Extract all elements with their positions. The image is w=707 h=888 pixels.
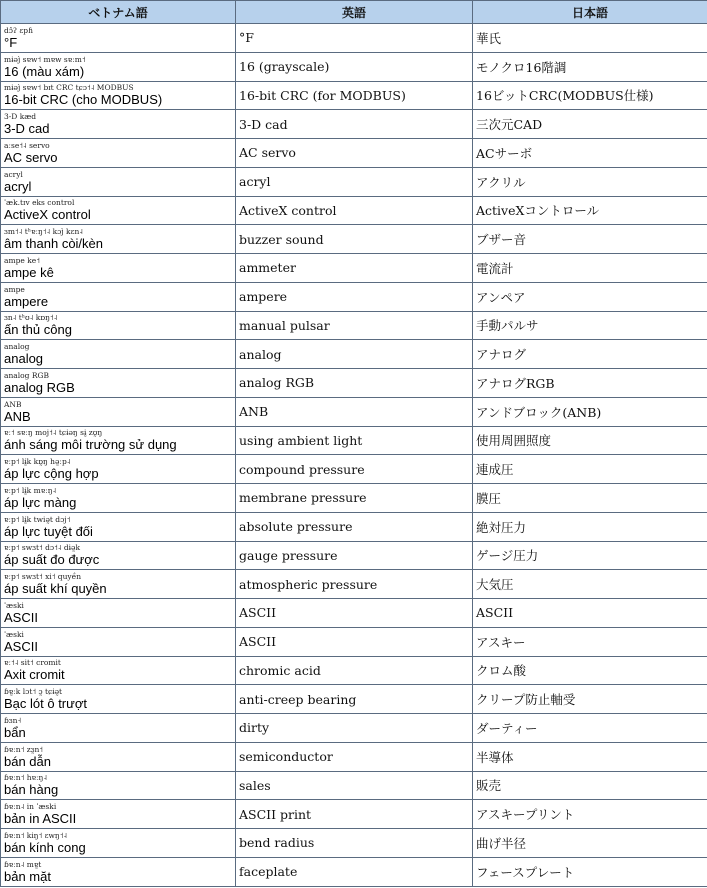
vietnamese-term: bán dẫn (4, 753, 51, 769)
table-row (1, 282, 707, 311)
vietnamese-term: acryl (4, 178, 32, 194)
english-term: ASCII (236, 599, 473, 628)
header-row (1, 1, 707, 24)
vietnamese-term: ActiveX control (4, 207, 91, 223)
table-row (1, 541, 707, 570)
vietnamese-cell (1, 512, 236, 541)
vietnamese-cell (1, 857, 236, 886)
vietnamese-term: ampe kê (4, 264, 54, 280)
vietnamese-cell (1, 81, 236, 110)
english-term: °F (236, 24, 473, 53)
japanese-term: 電流計 (473, 254, 707, 283)
english-term: acryl (236, 167, 473, 196)
english-term: sales (236, 771, 473, 800)
table-row (1, 52, 707, 81)
vietnamese-cell (1, 656, 236, 685)
table-row (1, 800, 707, 829)
table-row (1, 742, 707, 771)
vietnamese-term: áp lực màng (4, 494, 77, 510)
pronunciation: mɨəj̀ sɐw˦ mɐw sɐːm˦ (4, 54, 86, 64)
english-term: anti-creep bearing (236, 685, 473, 714)
english-term: AC servo (236, 139, 473, 168)
japanese-term: 使用周囲照度 (473, 426, 707, 455)
english-term: absolute pressure (236, 512, 473, 541)
vietnamese-term: 16-bit CRC (cho MODBUS) (4, 92, 163, 108)
japanese-term: アンドブロック(ANB) (473, 397, 707, 426)
japanese-term: アナログ (473, 340, 707, 369)
japanese-term: フェースプレート (473, 857, 707, 886)
table-row (1, 225, 707, 254)
japanese-term: 連成圧 (473, 455, 707, 484)
table-row (1, 340, 707, 369)
vietnamese-term: bẩn (4, 724, 26, 740)
english-term: gauge pressure (236, 541, 473, 570)
vietnamese-cell (1, 24, 236, 53)
pronunciation: ɐː˦˨ sit˦ cromit (4, 658, 61, 668)
japanese-term: 販売 (473, 771, 707, 800)
vietnamese-term: analog RGB (4, 379, 75, 395)
english-term: atmospheric pressure (236, 570, 473, 599)
vietnamese-cell (1, 282, 236, 311)
vietnamese-term: âm thanh còi/kèn (4, 236, 104, 252)
vietnamese-term: bản in ASCII (4, 811, 77, 827)
vietnamese-term: áp lực cộng hợp (4, 466, 99, 482)
pronunciation: analog (4, 342, 30, 352)
english-term: bend radius (236, 829, 473, 858)
vietnamese-term: áp suất đo được (4, 552, 100, 568)
english-term: semiconductor (236, 742, 473, 771)
english-term: dirty (236, 714, 473, 743)
table-row (1, 369, 707, 398)
pronunciation: dɔ̂ʔ ɛpɦ (4, 25, 33, 35)
japanese-term: 絶対圧力 (473, 512, 707, 541)
english-term: 16 (grayscale) (236, 52, 473, 81)
pronunciation: ɐː˦ sɐːŋ moj˦˨ tɕɨəŋ sɨ̰ zʊ̰ŋ (4, 428, 103, 438)
vietnamese-term: Bạc lót ô trượt (4, 696, 87, 712)
vietnamese-cell (1, 139, 236, 168)
pronunciation: acryl (4, 169, 23, 179)
table-row (1, 254, 707, 283)
vietnamese-cell (1, 52, 236, 81)
vietnamese-cell (1, 196, 236, 225)
vietnamese-cell (1, 714, 236, 743)
table-row (1, 196, 707, 225)
english-term: chromic acid (236, 656, 473, 685)
japanese-term: アクリル (473, 167, 707, 196)
vietnamese-cell (1, 484, 236, 513)
header-japanese: 日本語 (473, 1, 707, 24)
table-row (1, 771, 707, 800)
table-row (1, 512, 707, 541)
english-term: ANB (236, 397, 473, 426)
vietnamese-term: °F (4, 34, 18, 50)
table-row (1, 167, 707, 196)
vietnamese-cell (1, 829, 236, 858)
vietnamese-cell (1, 426, 236, 455)
pronunciation: ɐːp˦ lɨ̰k mɐːŋ˨ (4, 485, 57, 495)
vietnamese-term: ampere (4, 293, 49, 309)
vietnamese-cell (1, 254, 236, 283)
japanese-term: アスキー (473, 627, 707, 656)
vietnamese-term: analog (4, 351, 44, 367)
header-vietnamese: ベトナム語 (1, 1, 236, 24)
table-row (1, 685, 707, 714)
table-row (1, 570, 707, 599)
pronunciation: 3-D kæd (4, 112, 37, 122)
english-term: 16-bit CRC (for MODBUS) (236, 81, 473, 110)
english-term: compound pressure (236, 455, 473, 484)
table-row (1, 81, 707, 110)
pronunciation: ɓɐ̰ːk lɔt˦ ɔ̰ tɕɨə̰t (4, 687, 63, 697)
vietnamese-term: 16 (màu xám) (4, 63, 85, 79)
vietnamese-term: ấn thủ công (4, 322, 72, 338)
japanese-term: アンペア (473, 282, 707, 311)
vietnamese-term: Axit cromit (4, 667, 65, 683)
vietnamese-cell (1, 340, 236, 369)
vietnamese-cell (1, 311, 236, 340)
pronunciation: ɓɐːn˦ hɐːŋ˨ (4, 773, 48, 783)
english-term: ASCII print (236, 800, 473, 829)
pronunciation: ɐːp˦ swɜt˦ xi˦ quyền (4, 572, 82, 582)
vietnamese-term: ANB (4, 408, 31, 424)
vietnamese-term: AC servo (4, 149, 58, 165)
table-row (1, 599, 707, 628)
pronunciation: ɐːp˦ lɨ̰k twiə̰t dɔj˦ (4, 514, 71, 524)
table-row (1, 484, 707, 513)
english-term: membrane pressure (236, 484, 473, 513)
english-term: buzzer sound (236, 225, 473, 254)
table-row (1, 857, 707, 886)
japanese-term: 半導体 (473, 742, 707, 771)
table-row (1, 829, 707, 858)
pronunciation: ɜn˨ tʰʊ˨ kɒŋ˦˨ (4, 313, 58, 323)
vietnamese-cell (1, 570, 236, 599)
pronunciation: ampe (4, 284, 25, 294)
japanese-term: モノクロ16階調 (473, 52, 707, 81)
vietnamese-term: ánh sáng môi trường sử dụng (4, 437, 177, 453)
english-term: 3-D cad (236, 110, 473, 139)
pronunciation: ANB (4, 399, 22, 409)
table-row (1, 455, 707, 484)
japanese-term: ゲージ圧力 (473, 541, 707, 570)
english-term: ActiveX control (236, 196, 473, 225)
pronunciation: ˈæski (4, 600, 24, 610)
table-row (1, 426, 707, 455)
japanese-term: 大気圧 (473, 570, 707, 599)
vietnamese-cell (1, 800, 236, 829)
pronunciation: ɐːp˦ lɨ̰k kɒ̰ŋ hə̰ːp˨ (4, 457, 71, 467)
table-row (1, 110, 707, 139)
vietnamese-cell (1, 685, 236, 714)
vietnamese-cell (1, 455, 236, 484)
vietnamese-cell (1, 397, 236, 426)
vietnamese-cell (1, 771, 236, 800)
vietnamese-term: áp lực tuyệt đối (4, 523, 93, 539)
vietnamese-cell (1, 599, 236, 628)
english-term: ampere (236, 282, 473, 311)
table-row (1, 311, 707, 340)
vietnamese-cell (1, 627, 236, 656)
japanese-term: クリープ防止軸受 (473, 685, 707, 714)
vietnamese-term: bán kính cong (4, 839, 86, 855)
english-term: ammeter (236, 254, 473, 283)
pronunciation: ˈæski (4, 629, 24, 639)
pronunciation: ɓɐːn˦ zɜ̰n˦ (4, 744, 44, 754)
japanese-term: ASCII (473, 599, 707, 628)
table-row (1, 397, 707, 426)
vietnamese-term: bán hàng (4, 782, 59, 798)
japanese-term: 膜圧 (473, 484, 707, 513)
pronunciation: ɓɐːn˨ in ˈæski (4, 802, 57, 812)
japanese-term: 曲げ半径 (473, 829, 707, 858)
glossary-body (1, 24, 707, 887)
japanese-term: 華氏 (473, 24, 707, 53)
english-term: ASCII (236, 627, 473, 656)
vietnamese-term: áp suất khí quyền (4, 581, 107, 597)
table-row (1, 714, 707, 743)
japanese-term: 手動パルサ (473, 311, 707, 340)
vietnamese-cell (1, 742, 236, 771)
japanese-term: ActiveXコントロール (473, 196, 707, 225)
vietnamese-cell (1, 541, 236, 570)
english-term: analog (236, 340, 473, 369)
vietnamese-cell (1, 110, 236, 139)
table-row (1, 656, 707, 685)
japanese-term: 16ビットCRC(MODBUS仕様) (473, 81, 707, 110)
table-row (1, 24, 707, 53)
vietnamese-term: 3-D cad (4, 121, 50, 137)
japanese-term: 三次元CAD (473, 110, 707, 139)
pronunciation: ɓɐːn˦ kiŋ˦ ɛwŋ˦˨ (4, 830, 68, 840)
japanese-term: アスキープリント (473, 800, 707, 829)
vietnamese-term: ASCII (4, 609, 38, 625)
japanese-term: クロム酸 (473, 656, 707, 685)
japanese-term: ブザー音 (473, 225, 707, 254)
vietnamese-cell (1, 225, 236, 254)
table-row (1, 627, 707, 656)
english-term: using ambient light (236, 426, 473, 455)
pronunciation: ˈæk.tɪv eks control (4, 198, 75, 208)
pronunciation: ɓɐːn˨ mɐ̰t (4, 859, 42, 869)
pronunciation: ɜm˦˨ tʰɐːŋ˦˨ kɔj̀ kɛn˨ (4, 227, 83, 237)
english-term: analog RGB (236, 369, 473, 398)
pronunciation: analog RGB (4, 370, 50, 380)
pronunciation: ampe ke˦ (4, 255, 40, 265)
pronunciation: ɐːp˦ swɜt˦ dɔ˦˨ dɨə̰k (4, 543, 81, 553)
table-row (1, 139, 707, 168)
japanese-term: アナログRGB (473, 369, 707, 398)
pronunciation: mɨəj̀ sɐw˦ bɪt CRC tɕɔ˦˨ MODBUS (4, 83, 134, 93)
japanese-term: ACサーボ (473, 139, 707, 168)
vietnamese-cell (1, 369, 236, 398)
english-term: faceplate (236, 857, 473, 886)
vietnamese-term: bản mặt (4, 868, 51, 884)
header-english: 英語 (236, 1, 473, 24)
english-term: manual pulsar (236, 311, 473, 340)
pronunciation: aːse˦˨ servo (4, 140, 50, 150)
pronunciation: ɓɜn˧ (4, 715, 22, 725)
japanese-term: ダーティー (473, 714, 707, 743)
vietnamese-term: ASCII (4, 638, 38, 654)
vietnamese-cell (1, 167, 236, 196)
